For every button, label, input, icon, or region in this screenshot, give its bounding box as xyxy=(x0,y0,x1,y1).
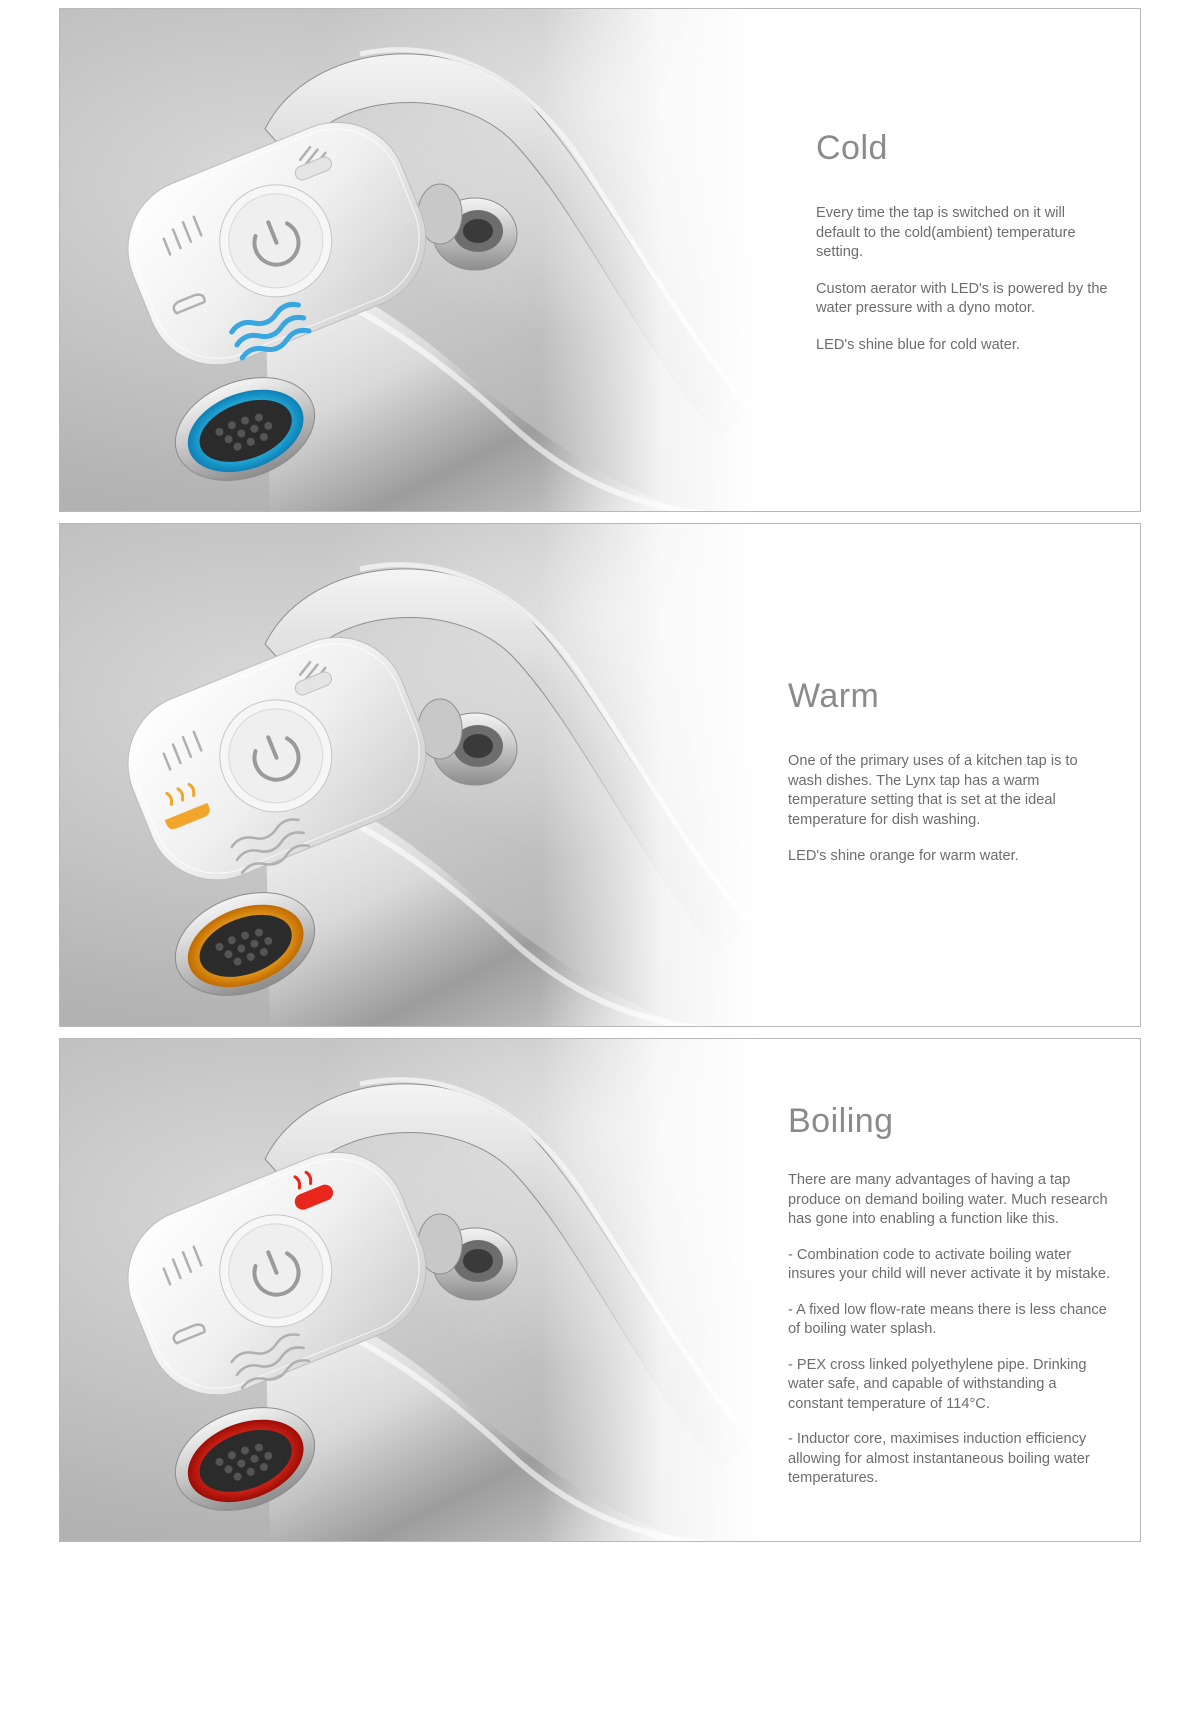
text-column-warm xyxy=(760,524,1140,1026)
paragraph: LED's shine orange for warm water. xyxy=(788,848,1019,864)
panel-boiling xyxy=(59,1038,1141,1542)
panel-heading: Warm xyxy=(788,677,880,715)
text-column-cold xyxy=(760,9,1140,511)
paragraph: - PEX cross linked polyethylene pipe. Drinking water safe, and capable of withstanding a constant temperature of 114°C. xyxy=(788,1356,1087,1412)
panel-heading: Boiling xyxy=(788,1102,894,1140)
panel-body xyxy=(788,752,1112,867)
tap-render-warm xyxy=(60,524,760,1026)
panel-warm xyxy=(59,523,1141,1027)
render-fade xyxy=(540,524,760,1026)
panel-body xyxy=(816,204,1112,355)
panel-body xyxy=(788,1171,1112,1489)
render-fade xyxy=(540,1039,760,1541)
tap-render-boiling xyxy=(60,1039,760,1541)
paragraph: One of the primary uses of a kitchen tap is to wash dishes. The Lynx tap has a warm temperature setting that is set at the ideal temperature for dish washing. xyxy=(788,753,1078,828)
paragraph: There are many advantages of having a tap produce on demand boiling water. Much research has gone into enabling a function like this. xyxy=(788,1172,1108,1227)
text-column-boiling xyxy=(760,1039,1140,1541)
paragraph: - Combination code to activate boiling water insures your child will never activate it by mistake. xyxy=(788,1246,1110,1282)
paragraph: - Inductor core, maximises induction efficiency allowing for almost instantaneous boiling water temperatures. xyxy=(788,1431,1090,1486)
tap-render-cold xyxy=(60,9,760,511)
panel-cold xyxy=(59,8,1141,512)
paragraph: - A fixed low flow-rate means there is less chance of boiling water splash. xyxy=(788,1301,1107,1337)
render-fade xyxy=(540,9,760,511)
paragraph: LED's shine blue for cold water. xyxy=(816,336,1020,353)
paragraph: Custom aerator with LED's is powered by the water pressure with a dyno motor. xyxy=(816,280,1108,316)
paragraph: Every time the tap is switched on it will default to the cold(ambient) temperature setting. xyxy=(816,205,1076,260)
panel-heading: Cold xyxy=(816,129,888,167)
